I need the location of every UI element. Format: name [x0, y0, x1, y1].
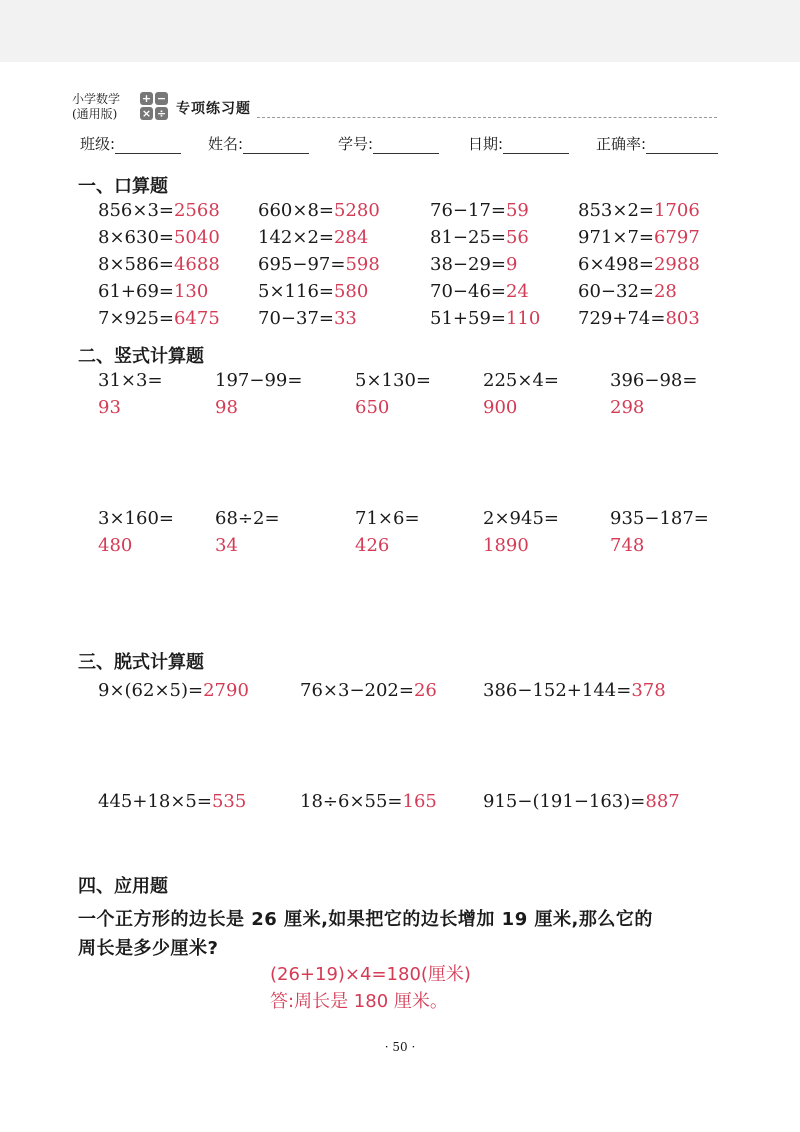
section-title-word-problem: 四、应用题	[78, 876, 168, 897]
info-name: 姓名:	[208, 133, 309, 154]
answer: 93	[98, 397, 121, 418]
answer: 284	[333, 227, 369, 248]
info-date: 日期:	[468, 133, 569, 154]
page-header	[72, 92, 717, 122]
answer: 887	[645, 791, 680, 812]
answer: 6797	[653, 227, 700, 248]
answer: 2988	[653, 254, 700, 275]
answer: 24	[505, 281, 529, 302]
vertical-question: 197−99=	[215, 370, 303, 391]
answer: 535	[211, 791, 247, 812]
page-number: · 50 ·	[384, 1040, 416, 1054]
vertical-question: 2×945=	[483, 508, 559, 529]
operations-logo-icon	[140, 92, 170, 122]
answer: 748	[610, 535, 645, 556]
name-blank[interactable]	[243, 137, 309, 154]
answer: 580	[333, 281, 369, 302]
mental-item: 853×2=1706	[578, 200, 700, 221]
problem-text-line-1: 一个正方形的边长是 26 厘米,如果把它的边长增加 19 厘米,那么它的	[78, 909, 653, 930]
series-title: 专项练习题	[176, 101, 251, 117]
answer: 33	[333, 308, 357, 329]
brand-line-1: 小学数学	[72, 92, 121, 106]
mental-item: 70−46=24	[430, 281, 529, 302]
answer: 9	[505, 254, 518, 275]
step-item: 915−(191−163)=887	[483, 791, 680, 812]
section-title-step-calc: 三、脱式计算题	[78, 652, 204, 673]
answer: 378	[631, 680, 666, 701]
answer: 34	[215, 535, 238, 556]
solution-answer: 答:周长是 180 厘米。	[270, 991, 448, 1012]
mental-item: 8×630=5040	[98, 227, 220, 248]
minus-icon: −	[156, 92, 167, 105]
section-title-mental-math: 一、口算题	[78, 176, 168, 197]
mental-item: 60−32=28	[578, 281, 677, 302]
answer: 28	[653, 281, 677, 302]
student-info-row	[80, 133, 730, 157]
mental-item: 61+69=130	[98, 281, 209, 302]
scan-top-band	[0, 0, 800, 62]
mental-item: 6×498=2988	[578, 254, 700, 275]
vertical-question: 935−187=	[610, 508, 709, 529]
mental-item: 76−17=59	[430, 200, 529, 221]
step-item: 18÷6×55=165	[300, 791, 437, 812]
step-item: 76×3−202=26	[300, 680, 437, 701]
mental-item: 5×116=580	[258, 281, 369, 302]
answer: 298	[610, 397, 645, 418]
mental-item: 51+59=110	[430, 308, 541, 329]
answer: 2568	[173, 200, 220, 221]
answer: 1890	[483, 535, 529, 556]
answer: 130	[173, 281, 209, 302]
answer: 59	[505, 200, 529, 221]
answer: 650	[355, 397, 390, 418]
answer: 56	[505, 227, 529, 248]
step-item: 445+18×5=535	[98, 791, 247, 812]
mental-item: 695−97=598	[258, 254, 380, 275]
mental-item: 7×925=6475	[98, 308, 220, 329]
answer: 5040	[173, 227, 220, 248]
answer: 26	[413, 680, 437, 701]
brand-label	[72, 92, 120, 122]
times-icon: ×	[141, 107, 152, 120]
class-blank[interactable]	[115, 137, 181, 154]
answer: 98	[215, 397, 238, 418]
answer: 165	[402, 791, 437, 812]
header-divider	[257, 117, 717, 118]
answer: 803	[665, 308, 700, 329]
plus-icon: +	[141, 92, 152, 105]
answer: 2790	[203, 680, 249, 701]
info-class: 班级:	[80, 133, 181, 154]
info-accuracy: 正确率:	[596, 133, 718, 154]
answer: 4688	[173, 254, 220, 275]
solution-equation: (26+19)×4=180(厘米)	[270, 964, 471, 985]
mental-item: 142×2=284	[258, 227, 369, 248]
step-item: 386−152+144=378	[483, 680, 666, 701]
info-student-no: 学号:	[338, 133, 439, 154]
vertical-question: 225×4=	[483, 370, 559, 391]
vertical-question: 68÷2=	[215, 508, 280, 529]
answer: 5280	[333, 200, 380, 221]
answer: 110	[505, 308, 541, 329]
answer: 598	[345, 254, 380, 275]
vertical-question: 5×130=	[355, 370, 431, 391]
answer: 480	[98, 535, 133, 556]
answer: 6475	[173, 308, 220, 329]
step-item: 9×(62×5)=2790	[98, 680, 249, 701]
vertical-question: 71×6=	[355, 508, 420, 529]
mental-item: 81−25=56	[430, 227, 529, 248]
accuracy-blank[interactable]	[646, 137, 718, 154]
mental-item: 660×8=5280	[258, 200, 380, 221]
mental-item: 70−37=33	[258, 308, 357, 329]
vertical-question: 396−98=	[610, 370, 698, 391]
vertical-question: 3×160=	[98, 508, 174, 529]
mental-item: 729+74=803	[578, 308, 700, 329]
mental-item: 38−29=9	[430, 254, 518, 275]
vertical-question: 31×3=	[98, 370, 163, 391]
mental-item: 971×7=6797	[578, 227, 700, 248]
student-no-blank[interactable]	[373, 137, 439, 154]
answer: 1706	[653, 200, 700, 221]
date-blank[interactable]	[503, 137, 569, 154]
answer: 426	[355, 535, 390, 556]
mental-item: 856×3=2568	[98, 200, 220, 221]
problem-text-line-2: 周长是多少厘米?	[78, 938, 219, 959]
brand-line-2: (通用版)	[72, 107, 118, 121]
answer: 900	[483, 397, 518, 418]
mental-item: 8×586=4688	[98, 254, 220, 275]
section-title-vertical-calc: 二、竖式计算题	[78, 346, 204, 367]
divide-icon: ÷	[156, 107, 167, 120]
